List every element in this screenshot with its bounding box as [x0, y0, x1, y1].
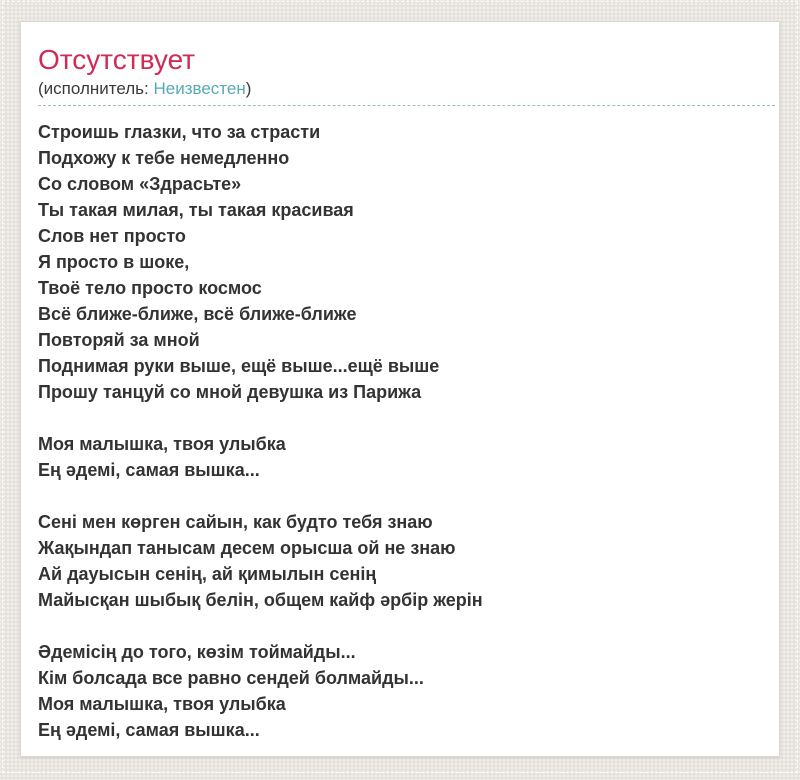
- artist-label-prefix: (исполнитель:: [38, 79, 154, 98]
- lyric-line: Ай дауысын сенің, ай қимылын сенің: [38, 564, 377, 584]
- lyric-line: Повторяй за мной: [38, 330, 200, 350]
- lyric-line: Ең әдемі, самая вышка...: [38, 720, 260, 740]
- lyrics-card: [20, 21, 780, 757]
- lyric-line: Твоё тело просто космос: [38, 278, 262, 298]
- lyric-line: Всё ближе-ближе, всё ближе-ближе: [38, 304, 357, 324]
- lyric-line: Ең әдемі, самая вышка...: [38, 460, 260, 480]
- lyric-line: Подхожу к тебе немедленно: [38, 148, 290, 168]
- lyric-line: [38, 483, 775, 509]
- lyric-line: Сені мен көрген сайын, как будто тебя знаю: [38, 512, 433, 532]
- lyric-line: Слов нет просто: [38, 226, 186, 246]
- artist-line: [38, 79, 775, 106]
- lyric-line: Поднимая руки выше, ещё выше...ещё выше: [38, 356, 440, 376]
- lyric-line: Жақындап танысам десем орысша ой не знаю: [38, 538, 456, 558]
- artist-link[interactable]: Неизвестен: [153, 79, 246, 98]
- lyric-line: Я просто в шоке,: [38, 252, 190, 272]
- song-title: Отсутствует: [38, 44, 196, 75]
- lyric-line: Кім болсада все равно сендей болмайды...: [38, 668, 424, 688]
- lyric-line: [38, 613, 775, 639]
- lyric-line: [38, 405, 775, 431]
- lyric-line: Ты такая милая, ты такая красивая: [38, 200, 354, 220]
- lyric-line: Майысқан шыбық белін, общем кайф әрбір жерін: [38, 590, 483, 610]
- lyric-line: Әдемісің до того, көзім тоймайды...: [38, 642, 356, 662]
- lyric-line: Моя малышка, твоя улыбка: [38, 434, 286, 454]
- lyric-line: Моя малышка, твоя улыбка: [38, 694, 286, 714]
- lyrics-text: [38, 119, 775, 743]
- lyric-line: Со словом «Здрасьте»: [38, 174, 242, 194]
- lyric-line: Прошу танцуй со мной девушка из Парижа: [38, 382, 422, 402]
- lyric-line: Строишь глазки, что за страсти: [38, 122, 321, 142]
- artist-label-suffix: ): [245, 79, 252, 98]
